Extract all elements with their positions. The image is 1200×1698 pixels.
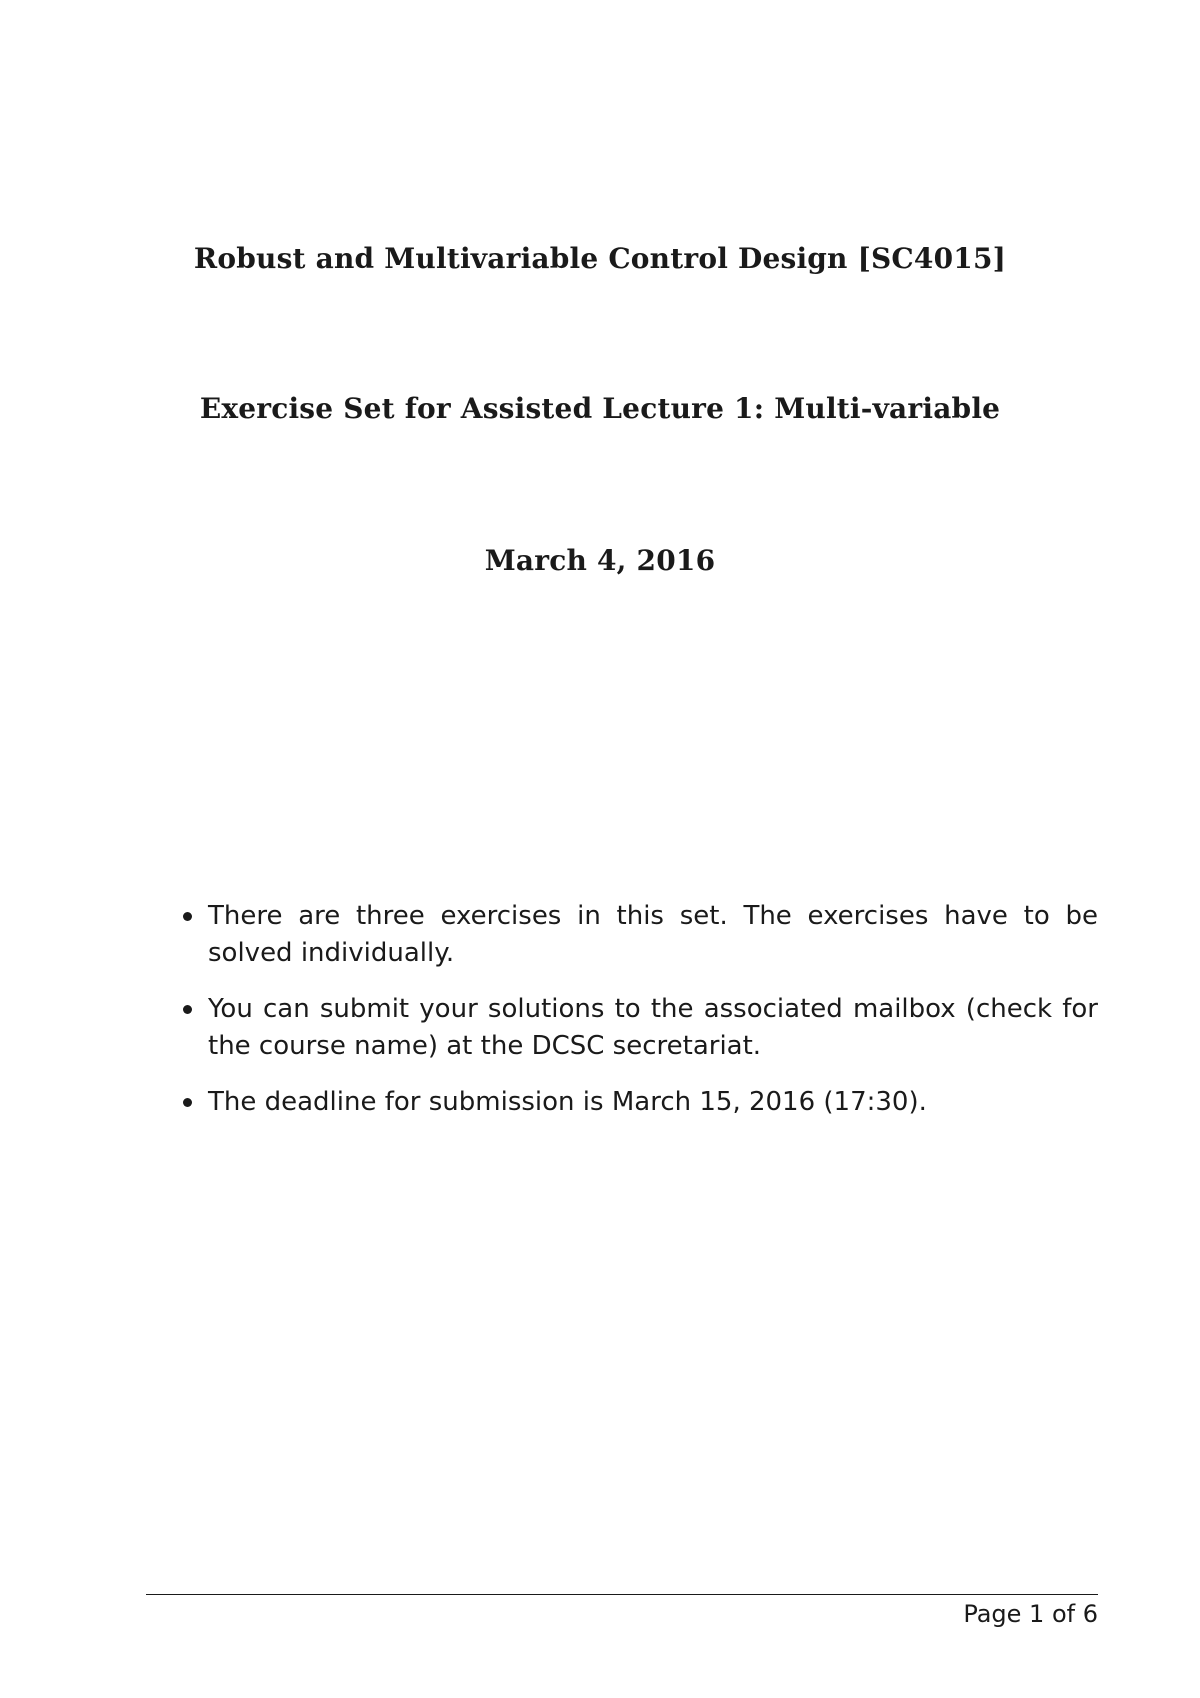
instruction-text: You can submit your solutions to the associated mailbox (check for the course name) at the DCSC secretariat. [208,994,1098,1061]
exercise-set-title: Exercise Set for Assisted Lecture 1: Multi-variable [199,392,1001,425]
document-date: March 4, 2016 [484,544,716,577]
bullet-icon [183,912,192,921]
page-number: Page 1 of 6 [963,1600,1098,1628]
list-item [178,991,1098,1065]
list-item [178,1084,1098,1121]
bullet-icon [183,1005,192,1014]
footer-divider [146,1594,1098,1595]
instruction-text: There are three exercises in this set. The exercises have to be solved individually. [208,901,1098,968]
bullet-icon [183,1098,192,1107]
instructions-list [178,898,1098,1140]
instruction-text: The deadline for submission is March 15, 2016 (17:30). [208,1087,927,1117]
list-item [178,898,1098,972]
course-title: Robust and Multivariable Control Design [SC4015] [193,242,1007,275]
